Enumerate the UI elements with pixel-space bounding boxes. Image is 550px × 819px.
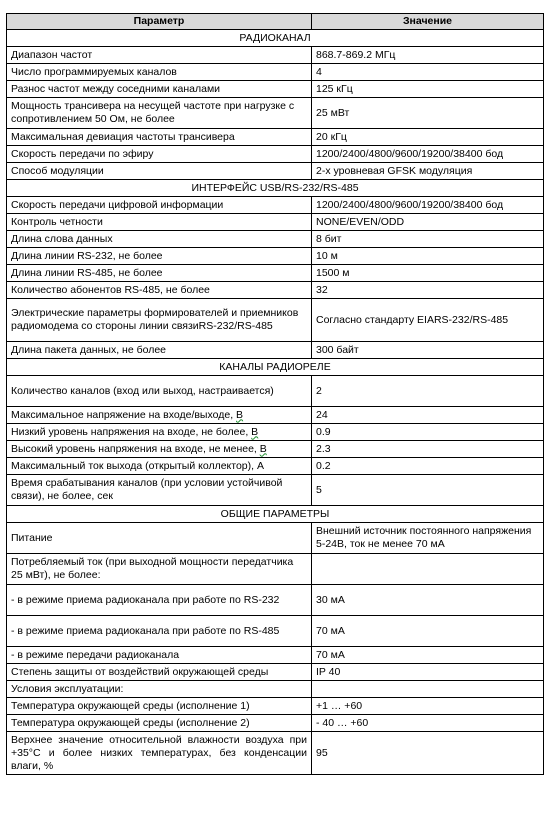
table-row — [7, 475, 544, 506]
param-cell: Способ модуляции — [7, 163, 312, 180]
param-cell — [7, 424, 312, 441]
value-cell: 2-х уровневая GFSK модуляция — [312, 163, 544, 180]
table-row — [7, 282, 544, 299]
value-cell: 868.7-869.2 МГц — [312, 47, 544, 64]
table-row — [7, 129, 544, 146]
table-row — [7, 616, 544, 647]
param-cell: Электрические параметры формирователей и приемников радиомодема со стороны линии связиRS-232/RS-485 — [7, 299, 312, 342]
param-cell — [7, 441, 312, 458]
value-cell: 125 кГц — [312, 81, 544, 98]
section-relay: КАНАЛЫ РАДИОРЕЛЕ — [7, 359, 544, 376]
param-cell: Температура окружающей среды (исполнение 1) — [7, 698, 312, 715]
table-row — [7, 715, 544, 732]
table-header-row — [7, 14, 544, 30]
table-row — [7, 441, 544, 458]
table-row — [7, 64, 544, 81]
value-cell: +1 … +60 — [312, 698, 544, 715]
param-text: Максимальное напряжение на входе/выходе, — [11, 408, 237, 421]
param-cell: Время срабатывания каналов (при условии устойчивой связи), не более, сек — [7, 475, 312, 506]
section-general: ОБЩИЕ ПАРАМЕТРЫ — [7, 506, 544, 523]
table-row — [7, 81, 544, 98]
spec-table — [6, 13, 544, 775]
param-cell: Разнос частот между соседними каналами — [7, 81, 312, 98]
value-cell — [312, 681, 544, 698]
value-cell: 70 мА — [312, 647, 544, 664]
param-cell: Количество каналов (вход или выход, настраивается) — [7, 376, 312, 407]
table-row — [7, 146, 544, 163]
section-radio: РАДИОКАНАЛ — [7, 30, 544, 47]
table-row — [7, 407, 544, 424]
value-cell: - 40 … +60 — [312, 715, 544, 732]
value-cell: 24 — [312, 407, 544, 424]
param-cell: - в режиме передачи радиоканала — [7, 647, 312, 664]
value-cell: 4 — [312, 64, 544, 81]
param-text: Низкий уровень напряжения на входе, не более, — [11, 425, 252, 438]
table-row — [7, 698, 544, 715]
param-cell: Питание — [7, 523, 312, 554]
param-cell: - в режиме приема радиоканала при работе по RS-485 — [7, 616, 312, 647]
table-row — [7, 299, 544, 342]
table-row — [7, 664, 544, 681]
value-cell: 2 — [312, 376, 544, 407]
param-cell: Диапазон частот — [7, 47, 312, 64]
value-cell: 1200/2400/4800/9600/19200/38400 бод — [312, 146, 544, 163]
param-cell: Количество абонентов RS-485, не более — [7, 282, 312, 299]
table-row — [7, 458, 544, 475]
table-row — [7, 197, 544, 214]
param-cell: Максимальный ток выхода (открытый коллектор), А — [7, 458, 312, 475]
table-row — [7, 523, 544, 554]
table-row — [7, 732, 544, 775]
unit-text: В — [236, 408, 244, 421]
param-cell: Потребляемый ток (при выходной мощности передатчика 25 мВт), не более: — [7, 554, 312, 585]
param-cell: Скорость передачи по эфиру — [7, 146, 312, 163]
param-text: Высокий уровень напряжения на входе, не менее, — [11, 442, 260, 455]
param-cell: Скорость передачи цифровой информации — [7, 197, 312, 214]
table-row — [7, 376, 544, 407]
param-cell: Длина пакета данных, не более — [7, 342, 312, 359]
table-row — [7, 585, 544, 616]
value-cell: 25 мВт — [312, 98, 544, 129]
value-cell: 10 м — [312, 248, 544, 265]
header-value: Значение — [312, 14, 544, 30]
value-cell: 1200/2400/4800/9600/19200/38400 бод — [312, 197, 544, 214]
table-row — [7, 265, 544, 282]
section-interface: ИНТЕРФЕЙС USB/RS-232/RS-485 — [7, 180, 544, 197]
table-row — [7, 342, 544, 359]
param-cell: Верхнее значение относительной влажности воздуха при +35°С и более низких температурах, без конденсации влаги, % — [7, 732, 312, 775]
value-cell: 8 бит — [312, 231, 544, 248]
value-cell: 5 — [312, 475, 544, 506]
value-cell: 0.2 — [312, 458, 544, 475]
param-cell: Длина линии RS-485, не более — [7, 265, 312, 282]
table-row — [7, 47, 544, 64]
param-cell: Степень защиты от воздействий окружающей среды — [7, 664, 312, 681]
value-cell: 95 — [312, 732, 544, 775]
table-row — [7, 248, 544, 265]
unit-text: В — [259, 442, 267, 455]
value-cell: Внешний источник постоянного напряжения 5-24В, ток не менее 70 мА — [312, 523, 544, 554]
param-cell: Длина слова данных — [7, 231, 312, 248]
param-cell: Контроль четности — [7, 214, 312, 231]
table-row — [7, 554, 544, 585]
value-cell: 30 мА — [312, 585, 544, 616]
value-cell — [312, 554, 544, 585]
value-cell: 70 мА — [312, 616, 544, 647]
value-cell: Согласно стандарту EIARS-232/RS-485 — [312, 299, 544, 342]
table-row — [7, 681, 544, 698]
value-cell: 1500 м — [312, 265, 544, 282]
header-param: Параметр — [7, 14, 312, 30]
param-cell: Мощность трансивера на несущей частоте при нагрузке с сопротивлением 50 Ом, не более — [7, 98, 312, 129]
unit-text: В — [251, 425, 259, 438]
param-cell: Длина линии RS-232, не более — [7, 248, 312, 265]
table-row — [7, 214, 544, 231]
param-cell: Максимальная девиация частоты трансивера — [7, 129, 312, 146]
table-row — [7, 163, 544, 180]
value-cell: NONE/EVEN/ODD — [312, 214, 544, 231]
param-cell: Число программируемых каналов — [7, 64, 312, 81]
param-cell — [7, 407, 312, 424]
table-row — [7, 647, 544, 664]
value-cell: IP 40 — [312, 664, 544, 681]
value-cell: 20 кГц — [312, 129, 544, 146]
value-cell: 0.9 — [312, 424, 544, 441]
param-cell: Температура окружающей среды (исполнение 2) — [7, 715, 312, 732]
value-cell: 2.3 — [312, 441, 544, 458]
value-cell: 300 байт — [312, 342, 544, 359]
table-row — [7, 98, 544, 129]
param-cell: - в режиме приема радиоканала при работе по RS-232 — [7, 585, 312, 616]
table-row — [7, 424, 544, 441]
value-cell: 32 — [312, 282, 544, 299]
table-row — [7, 231, 544, 248]
param-cell: Условия эксплуатации: — [7, 681, 312, 698]
